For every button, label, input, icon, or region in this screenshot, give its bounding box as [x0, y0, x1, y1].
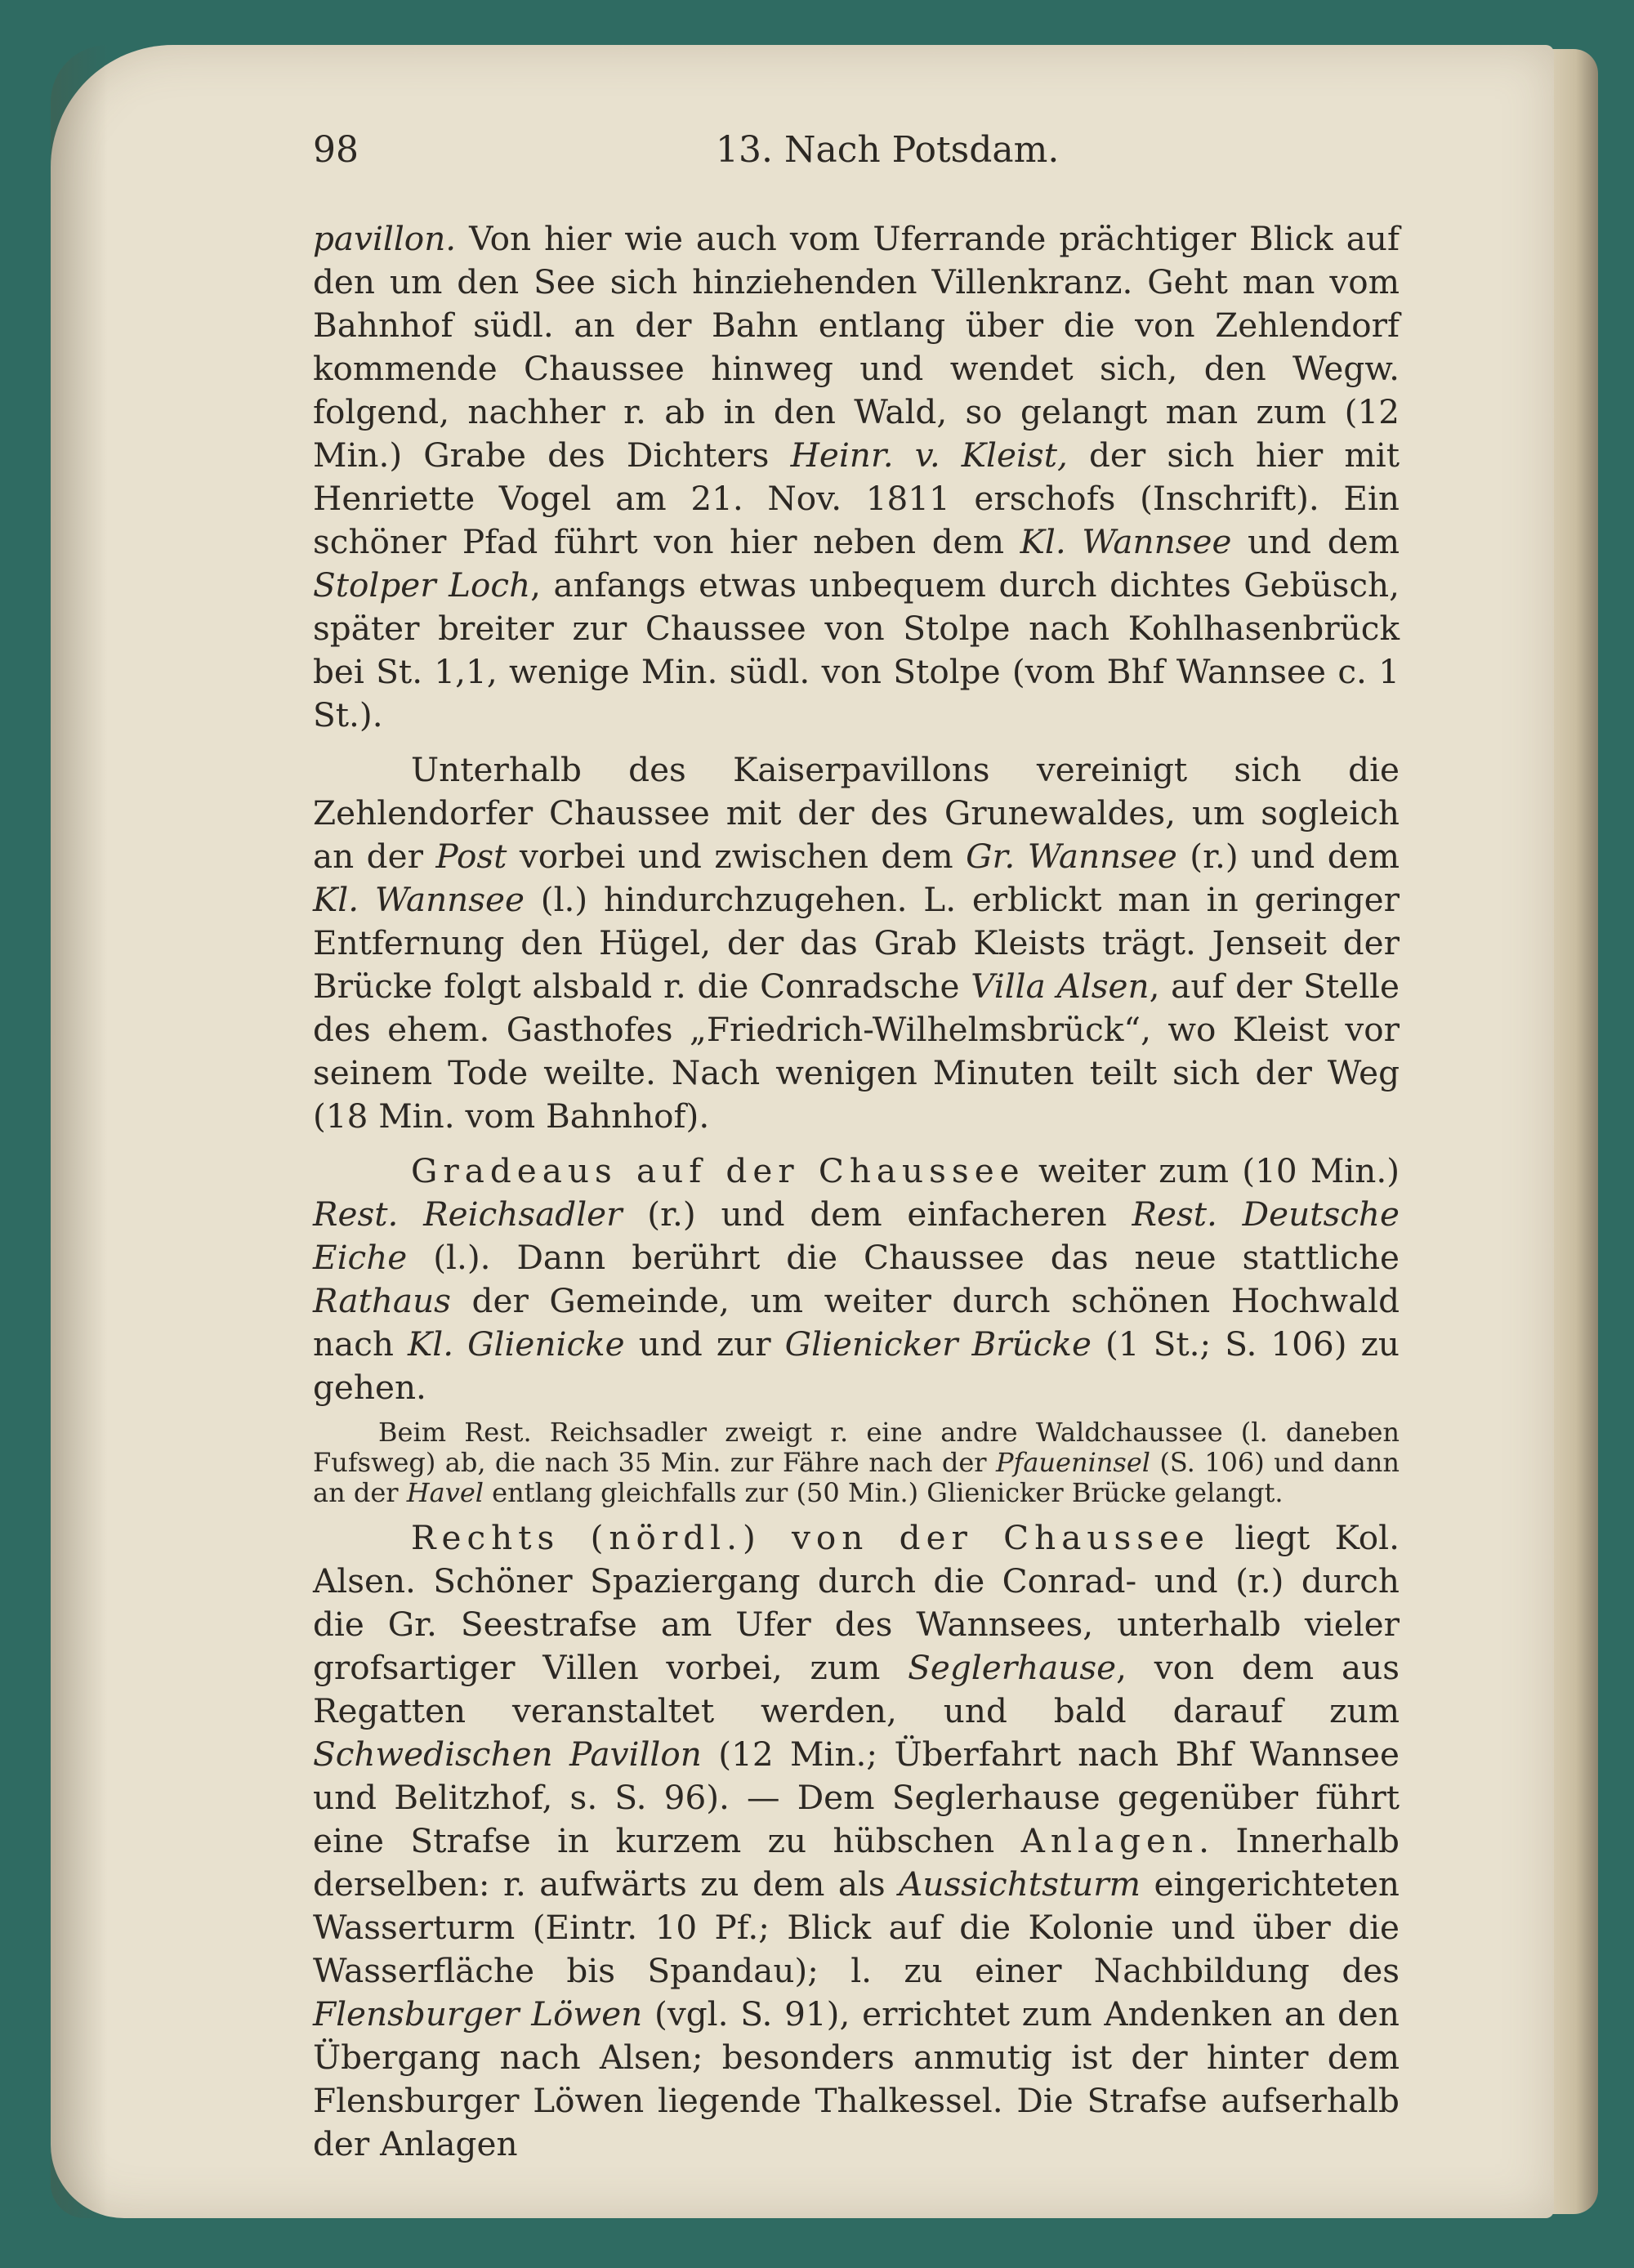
paragraph-rechts: Rechts (nördl.) von der Chaussee liegt Kol. Alsen. Schöner Spaziergang durch die Conrad- und (r.) durch die Gr. Seestrafse am Ufer des Wannsees, unterhalb vieler grofsartiger Villen vorbei, zum Seglerhause, von dem aus Regatten veranstaltet werden, und bald darauf zum Schwedischen Pavillon (12 Min.; Überfahrt nach Bhf Wannsee und Belitzhof, s. S. 96). — Dem Seglerhause gegenüber führt eine Strafse in kurzem zu hübschen Anlagen. Innerhalb derselben: r. aufwärts zu dem als Aussichtsturm eingerichteten Wasserturm (Eintr. 10 Pf.; Blick auf die Kolonie und über die Wasserfläche bis Spandau); l. zu einer Nachbildung des Flensburger Löwen (vgl. S. 91), errichtet zum Andenken an den Übergang nach Alsen; besonders anmutig ist der hinter dem Flensburger Löwen liegende Thalkessel. Die Strafse aufserhalb der Anlagen: [313, 1518, 1400, 2163]
running-header: [313, 129, 1261, 186]
paragraph-kaiserpavillon: Unterhalb des Kaiserpavillons vereinigt sich die Zehlendorfer Chaussee mit der des Grunewaldes, um sogleich an der Post vorbei und zwischen dem Gr. Wannsee (r.) und dem Kl. Wannsee (l.) hindurchzugehen. L. erblickt man in geringer Entfernung den Hügel, der das Grab Kleists trägt. Jenseit der Brücke folgt alsbald r. die Conradsche Villa Alsen, auf der Stelle des ehem. Gasthofes „Friedrich-Wilhelmsbrück“, wo Kleist vor seinem Tode weilte. Nach wenigen Minuten teilt sich der Weg (18 Min. vom Bahnhof).: [313, 750, 1400, 1136]
page-number: 98: [313, 129, 359, 171]
footnote-reichsadler: Beim Rest. Reichsadler zweigt r. eine andre Waldchaussee (l. daneben Fufsweg) ab, die nach 35 Min. zur Fähre nach der Pfaueninsel (S. 106) und dann an der Havel entlang gleichfalls zur (50 Min.) Glienicker Brücke gelangt.: [313, 1417, 1400, 1508]
chapter-title: 13. Nach Potsdam.: [716, 129, 1060, 171]
page-body: [313, 217, 1400, 2166]
paragraph-gradeaus: Gradeaus auf der Chaussee weiter zum (10 Min.) Rest. Reichsadler (r.) und dem einfacheren Rest. Deutsche Eiche (l.). Dann berührt die Chaussee das neue stattliche Rathaus der Gemeinde, um weiter durch schönen Hochwald nach Kl. Glienicke und zur Glienicker Brücke (1 St.; S. 106) zu gehen.: [313, 1151, 1400, 1407]
paragraph-kleist-grave: pavillon. Von hier wie auch vom Uferrande prächtiger Blick auf den um den See sich hinziehenden Villenkranz. Geht man vom Bahnhof südl. an der Bahn entlang über die von Zehlendorf kommende Chaussee hinweg und wendet sich, den Wegw. folgend, nachher r. ab in den Wald, so gelangt man zum (12 Min.) Grabe des Dichters Heinr. v. Kleist, der sich hier mit Henriette Vogel am 21. Nov. 1811 erschofs (Inschrift). Ein schöner Pfad führt von hier neben dem Kl. Wannsee und dem Stolper Loch, anfangs etwas unbequem durch dichtes Gebüsch, später breiter zur Chaussee von Stolpe nach Kohlhasenbrück bei St. 1,1, wenige Min. südl. von Stolpe (vom Bhf Wannsee c. 1 St.).: [313, 219, 1400, 734]
